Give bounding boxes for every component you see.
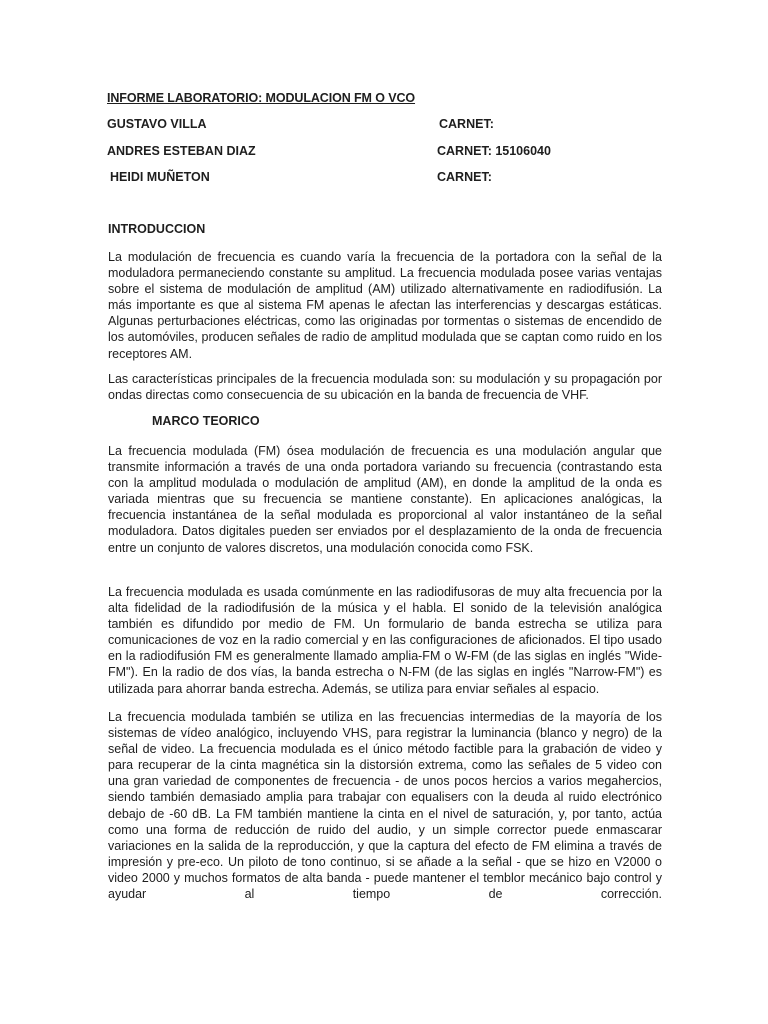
paragraph: La frecuencia modulada también se utiliza en las frecuencias intermedias de la mayoría de los sistemas de vídeo analógico, incluyendo VHS, para registrar la luminancia (blanco y negro) de la señal de video. La frecuencia modulada es el único método factible para la grabación de video y para recuperar de la cinta magnética sin la distorsión extrema, como las señales de 5 video con una gran variedad de componentes de frecuencia - de unos pocos hercios a varios megahercios, siendo también demasiado amplia para trabajar con equalisers con la deuda al ruido electrónico debajo de -60 dB. La FM también mantiene la cinta en el nivel de saturación, y, por tanto, actúa como una forma de reducción de ruido del audio, y un simple corrector puede enmascarar variaciones en la salida de la reproducción, y que la captura del efecto de FM elimina a través de impresión y pre-eco. Un piloto de tono continuo, si se añade a la señal - que se hizo en V2000 o video 2000 y muchos formatos de alta banda - puede mantener el temblor mecánico bajo control y ayudar al tiempo de corrección. bbox=[108, 710, 662, 902]
paragraph: La frecuencia modulada es usada comúnmente en las radiodifusoras de muy alta frecuencia por la alta fidelidad de la radiodifusión de la música y el habla. El sonido de la televisión analógica también es difundido por medio de FM. Un formulario de banda estrecha se utiliza para comunicaciones de voz en la radio comercial y en las configuraciones de aficionados. El tipo usado en la radiodifusión FM es generalmente llamado amplia-FM o W-FM (de las siglas en inglés "Wide-FM"). En la radio de dos vías, la banda estrecha o N-FM (de las siglas en inglés "Narrow-FM") es utilizada para ahorrar banda estrecha. Además, se utiliza para enviar señales al espacio. bbox=[108, 585, 662, 696]
author-name: ANDRES ESTEBAN DIAZ bbox=[107, 144, 256, 158]
section-heading-introduccion: INTRODUCCION bbox=[108, 222, 206, 236]
author-name: HEIDI MUÑETON bbox=[110, 170, 210, 184]
author-carnet: CARNET: 15106040 bbox=[437, 144, 551, 158]
paragraph: La modulación de frecuencia es cuando varía la frecuencia de la portadora con la señal de la moduladora permaneciendo constante su amplitud. La frecuencia modulada posee varias ventajas sobre el sistema de modulación de amplitud (AM) utilizado alternativamente en radiodifusión. La más importante es que al sistema FM apenas le afectan las interferencias y descargas estáticas. Algunas perturbaciones eléctricas, como las originadas por tormentas o sistemas de encendido de los automóviles, producen señales de radio de amplitud modulada que se captan como ruido en los receptores AM. bbox=[108, 250, 662, 361]
paragraph: La frecuencia modulada (FM) ósea modulación de frecuencia es una modulación angular que transmite información a través de una onda portadora variando su frecuencia (contrastando esta con la amplitud modulada o modulación de amplitud (AM), en donde la amplitud de la onda es variada mientras que su frecuencia se mantiene constante). En aplicaciones analógicas, la frecuencia instantánea de la señal modulada es proporcional al valor instantáneo de la señal moduladora. Datos digitales pueden ser enviados por el desplazamiento de la onda de frecuencia entre un conjunto de valores discretos, una modulación conocida como FSK. bbox=[108, 444, 662, 555]
author-carnet: CARNET: bbox=[437, 170, 492, 184]
document-title: INFORME LABORATORIO: MODULACION FM O VCO bbox=[107, 91, 416, 105]
author-name: GUSTAVO VILLA bbox=[107, 117, 207, 131]
paragraph: Las características principales de la frecuencia modulada son: su modulación y su propagación por ondas directas como consecuencia de su ubicación en la banda de frecuencia de VHF. bbox=[108, 372, 662, 403]
author-carnet: CARNET: bbox=[439, 117, 494, 131]
section-heading-marco-teorico: MARCO TEORICO bbox=[152, 414, 260, 428]
